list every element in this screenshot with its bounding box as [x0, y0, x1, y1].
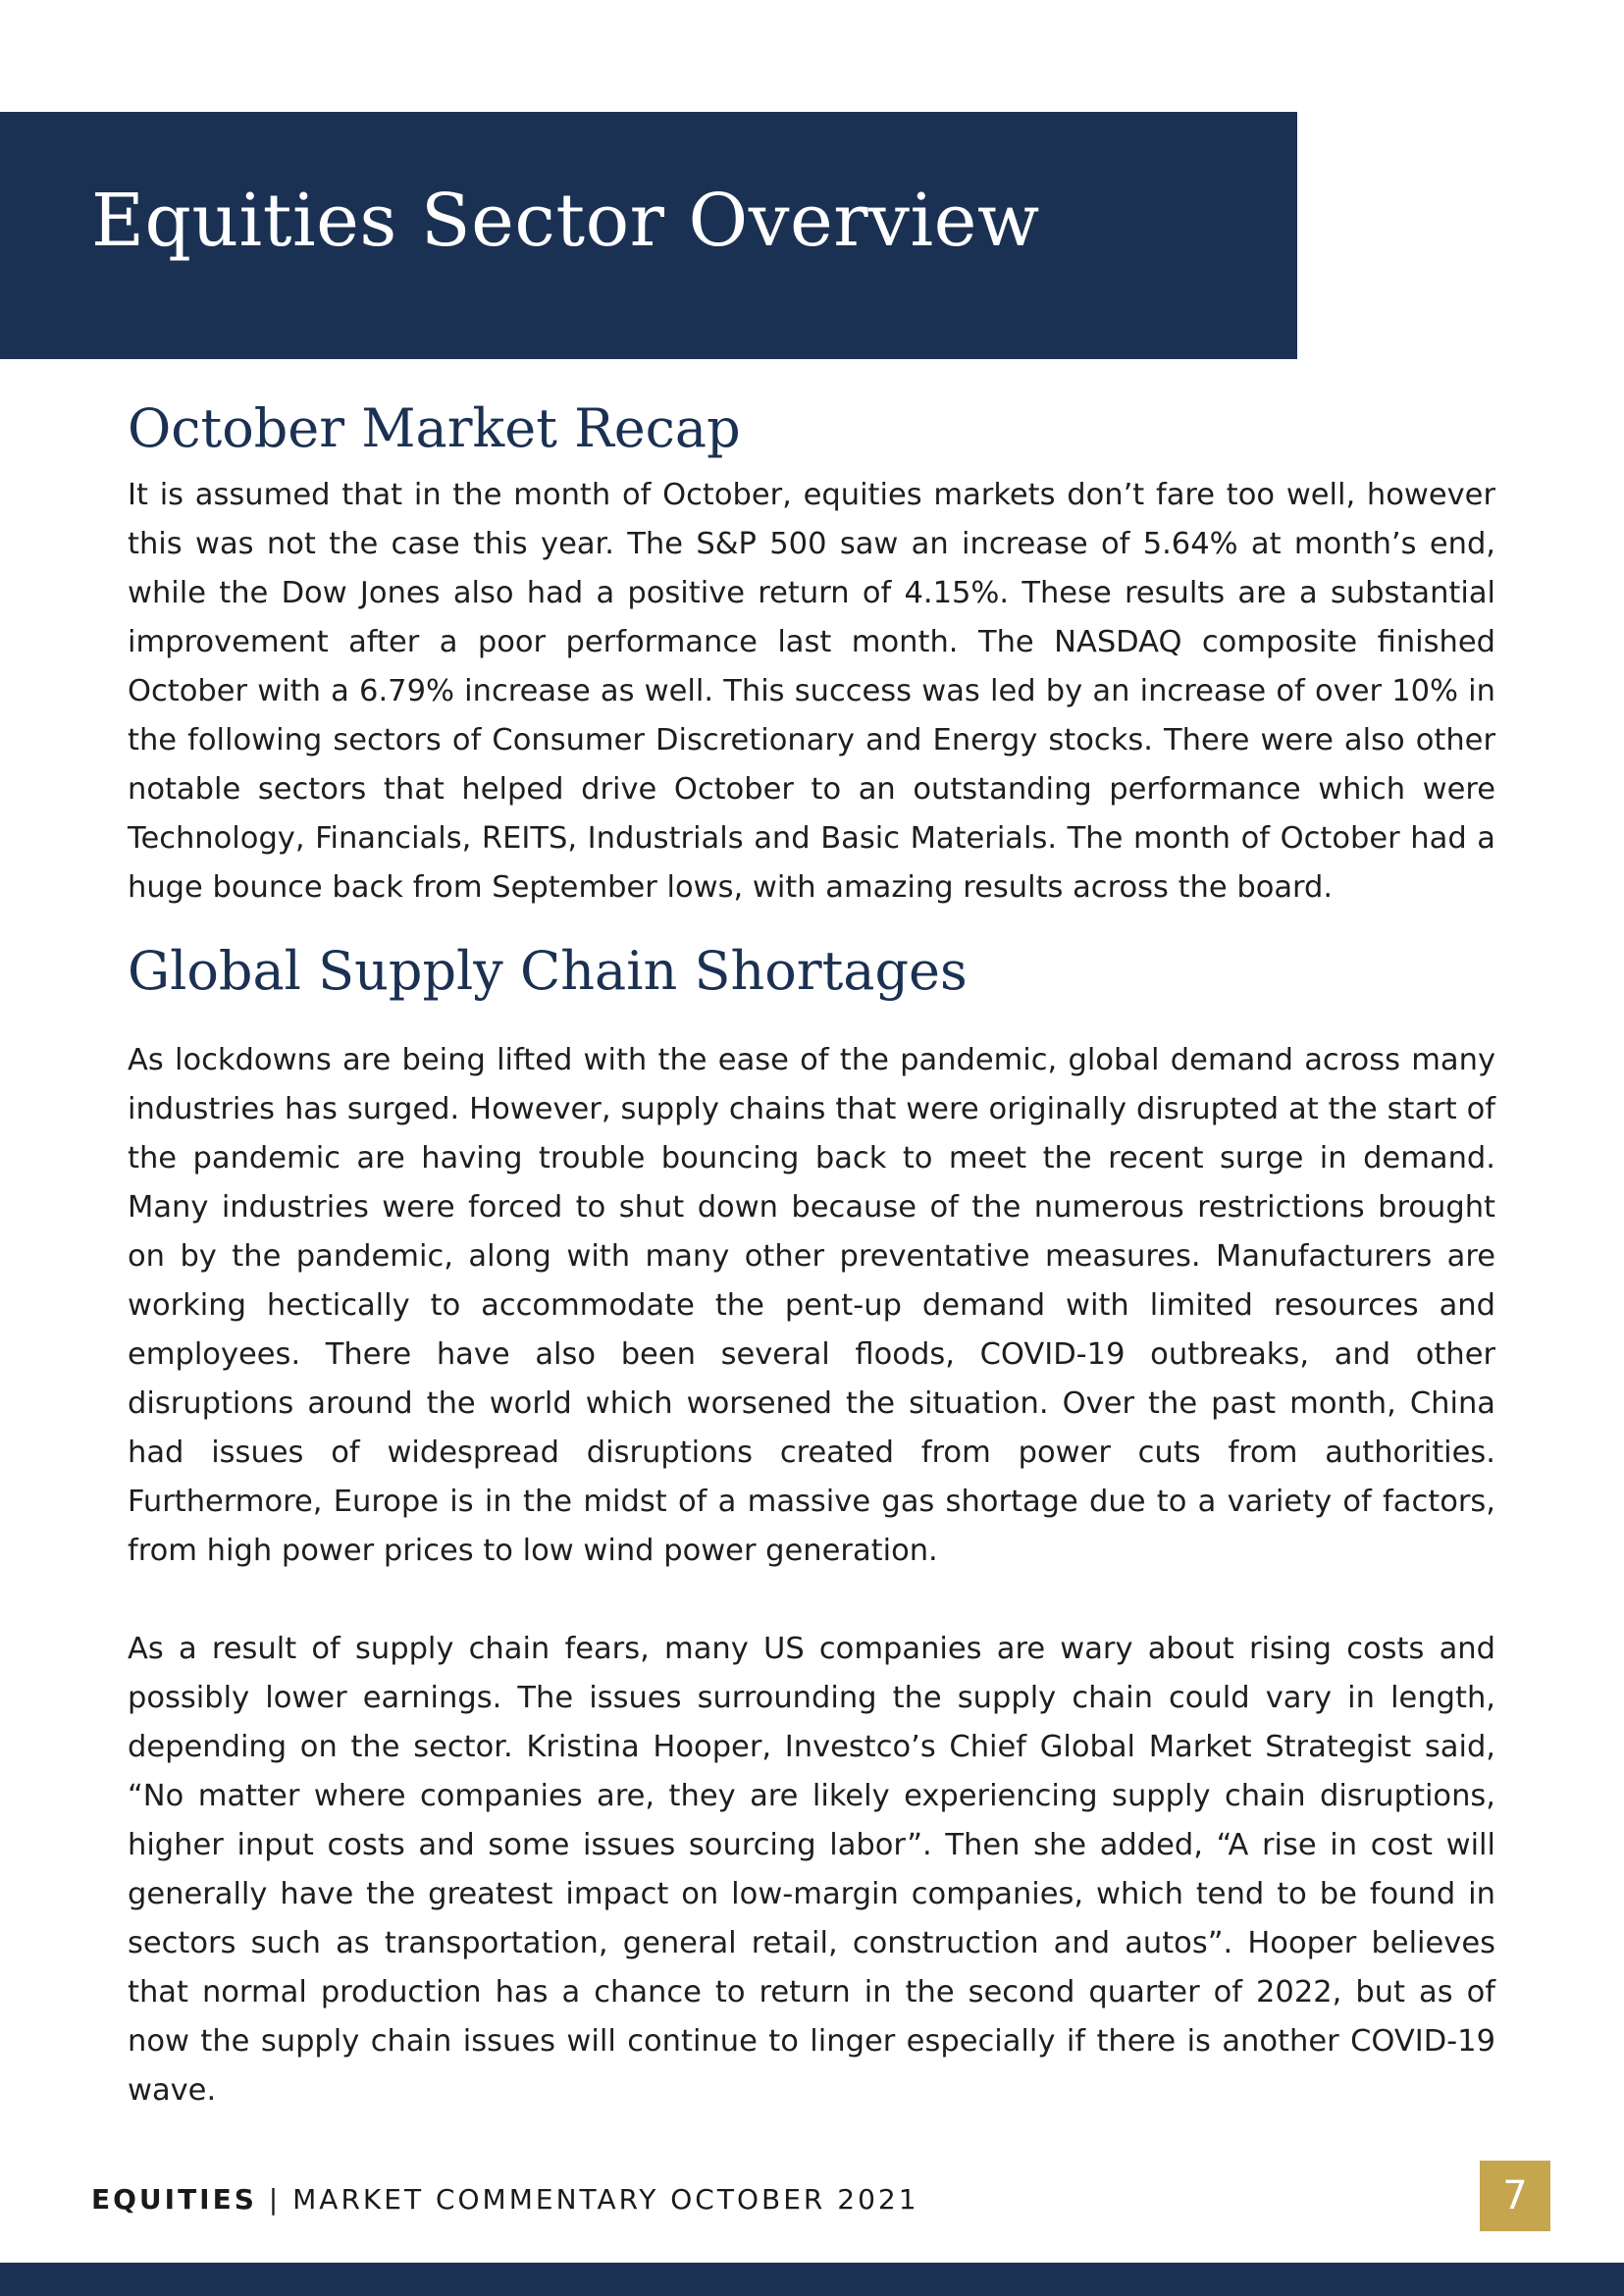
paragraph-supply-chain-2: As a result of supply chain fears, many US companies are wary about rising costs and possibly lower earnings. The issues surrounding the supply chain could vary in length, depending on the sector. Kristina Hooper, Investco’s Chief Global Market Strategist said, “No matter where companies are, they are likely experiencing supply chain disruptions, higher input costs and some issues sourcing labor”. Then she added, “A rise in cost will generally have the greatest impact on low-margin companies, which tend to be found in sectors such as transportation, general retail, construction and autos”. Hooper believes that normal production has a chance to return in the second quarter of 2022, but as of now the supply chain issues will continue to linger especially if there is another COVID-19 wave. [128, 1631, 1495, 2108]
bottom-bar [0, 2263, 1624, 2296]
footer-publication: MARKET COMMENTARY OCTOBER 2021 [292, 2183, 919, 2216]
page-number: 7 [1502, 2173, 1528, 2218]
footer-section-label: EQUITIES [91, 2183, 257, 2216]
article-content [128, 397, 1495, 2115]
paragraph-supply-chain-1: As lockdowns are being lifted with the ease of the pandemic, global demand across many industries has surged. However, supply chains that were originally disrupted at the start of the pandemic are having trouble bouncing back to meet the recent surge in demand. Many industries were forced to shut down because of the numerous restrictions brought on by the pandemic, along with many other preventative measures. Manufacturers are working hectically to accommodate the pent-up demand with limited resources and employees. There have also been several floods, COVID-19 outbreaks, and other disruptions around the world which worsened the situation. Over the past month, China had issues of widespread disruptions created from power cuts from authorities. Furthermore, Europe is in the midst of a massive gas shortage due to a variety of factors, from high power prices to low wind power generation. [128, 1042, 1495, 1568]
page-title: Equities Sector Overview [91, 179, 1040, 263]
page-number-badge [1480, 2161, 1550, 2231]
section-heading-october-market-recap: October Market Recap [128, 397, 741, 459]
footer-separator: | [256, 2183, 293, 2216]
footer-label [91, 2183, 919, 2216]
paragraph-october-market-recap: It is assumed that in the month of October, equities markets don’t fare too well, however this was not the case this year. The S&P 500 saw an increase of 5.64% at month’s end, while the Dow Jones also had a positive return of 4.15%. These results are a substantial improvement after a poor performance last month. The NASDAQ composite finished October with a 6.79% increase as well. This success was led by an increase of over 10% in the following sectors of Consumer Discretionary and Energy stocks. There were also other notable sectors that helped drive October to an outstanding performance which were Technology, Financials, REITS, Industrials and Basic Materials. The month of October had a huge bounce back from September lows, with amazing results across the board. [128, 477, 1495, 905]
section-heading-global-supply-chain: Global Supply Chain Shortages [128, 939, 968, 1002]
